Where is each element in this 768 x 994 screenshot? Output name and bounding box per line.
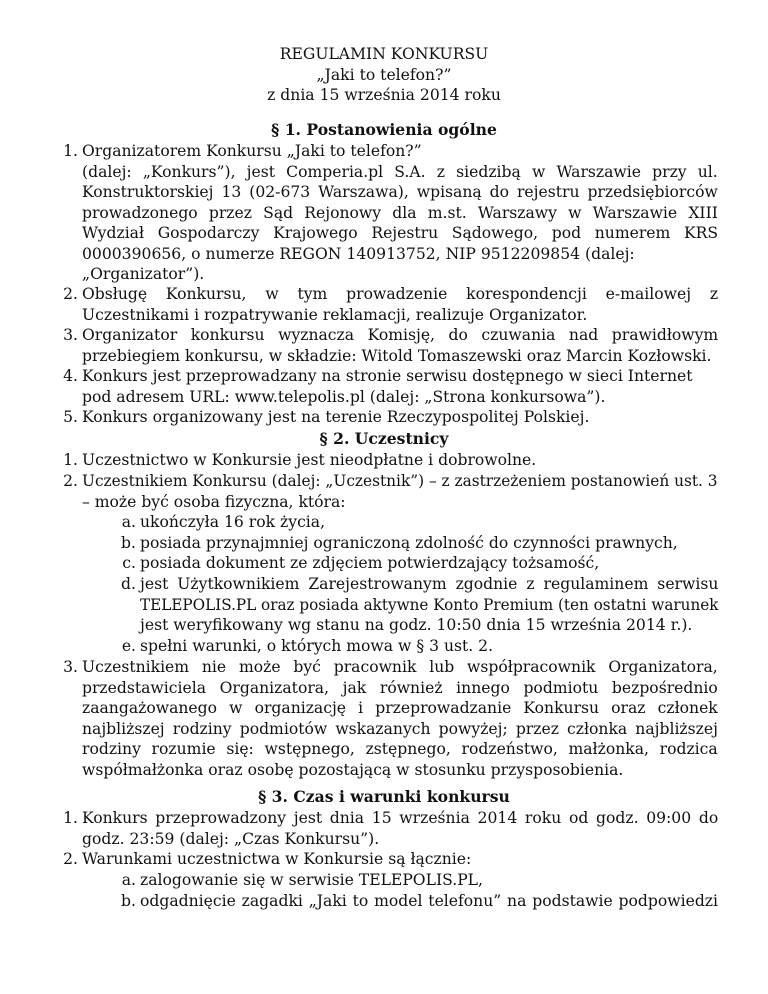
- s1-item-3: [63, 325, 719, 366]
- s3-subitem-b: [121, 891, 719, 912]
- text-line: Konkurs przeprowadzony jest dnia 15 września 2014 roku od godz. 09:00 do: [82, 809, 719, 827]
- s1-item-1: [63, 141, 719, 285]
- list-number: 2.: [63, 850, 78, 868]
- s1-item-5: [63, 407, 718, 428]
- text-line: pod adresem URL: www.telepolis.pl (dalej: „Strona konkursowa”).: [82, 387, 606, 406]
- section-3-heading: § 3. Czas i warunki konkursu: [258, 787, 510, 806]
- text-line: Obsługę Konkursu, w tym prowadzenie korespondencji e-mailowej z: [82, 285, 719, 303]
- text-line: posiada dokument ze zdjęciem potwierdzający tożsamość,: [140, 554, 600, 572]
- document-title: [0, 44, 768, 106]
- s2-subitem-a: [121, 512, 718, 533]
- text-line: posiada przynajmniej ograniczoną zdolność do czynności prawnych,: [140, 534, 678, 552]
- section-1-heading: § 1. Postanowienia ogólne: [271, 120, 497, 139]
- title-line-3: z dnia 15 września 2014 roku: [267, 86, 501, 104]
- list-number: 5.: [63, 408, 78, 426]
- list-number: 4.: [63, 367, 78, 385]
- text-line: Konkurs jest przeprowadzany na stronie serwisu dostępnego w sieci Internet: [82, 367, 693, 385]
- list-letter: a.: [121, 513, 136, 531]
- text-line: Uczestnikiem Konkursu (dalej: „Uczestnik”) – z zastrzeżeniem postanowień ust. 3: [82, 472, 718, 490]
- text-line: jest Użytkownikiem Zarejestrowanym zgodnie z regulaminem serwisu: [140, 575, 719, 593]
- text-line: Warunkami uczestnictwa w Konkursie są łącznie:: [82, 850, 472, 868]
- text-line: Wydział Gospodarczy Krajowego Rejestru Sądowego, pod numerem KRS: [82, 224, 719, 242]
- text-line: Konstruktorskiej 13 (02-673 Warszawa), wpisaną do rejestru przedsiębiorców: [82, 183, 718, 201]
- text-line: Uczestnikami i rozpatrywanie reklamacji, realizuje Organizator.: [82, 305, 588, 324]
- text-line: (dalej: „Konkurs”), jest Comperia.pl S.A. z siedzibą w Warszawie przy ul.: [82, 162, 718, 181]
- list-number: 1.: [63, 451, 78, 469]
- text-line: „Organizator”).: [82, 265, 205, 283]
- s2-subitem-e: [121, 636, 718, 657]
- list-letter: b.: [121, 534, 136, 552]
- s1-item-4: [63, 366, 718, 407]
- list-number: 3.: [63, 326, 78, 344]
- text-line: współmałżonka oraz osobę pozostającą w stosunku przysposobienia.: [82, 760, 624, 779]
- text-line: Konkurs organizowany jest na terenie Rzeczypospolitej Polskiej.: [82, 408, 590, 426]
- s3-item-1: [63, 808, 719, 849]
- list-number: 2.: [63, 285, 78, 303]
- title-line-1: REGULAMIN KONKURSU: [279, 45, 489, 63]
- section-2-heading: § 2. Uczestnicy: [319, 429, 449, 448]
- list-letter: d.: [121, 575, 136, 593]
- list-number: 2.: [63, 472, 78, 490]
- title-line-2: „Jaki to telefon?”: [316, 65, 452, 84]
- text-line: TELEPOLIS.PL oraz posiada aktywne Konto Premium (ten ostatni warunek: [140, 595, 719, 614]
- list-letter: e.: [121, 637, 136, 655]
- text-line: spełni warunki, o których mowa w § 3 ust. 2.: [140, 637, 494, 655]
- text-line: 0000390656, o numerze REGON 140913752, NIP 9512209854 (dalej:: [82, 244, 635, 263]
- s2-item-3: [63, 657, 718, 780]
- text-line: Uczestnikiem nie może być pracownik lub współpracownik Organizatora,: [82, 658, 718, 676]
- text-line: rodziny rozumie się: wstępnego, zstępnego, rodzeństwo, małżonka, rodzica: [82, 740, 718, 758]
- s3-item-2: [63, 849, 718, 870]
- text-line: przedstawiciela Organizatora, jak również innego podmiotu bezpośrednio: [82, 678, 718, 697]
- text-line: godz. 23:59 (dalej: „Czas Konkursu”).: [82, 829, 380, 848]
- list-number: 1.: [63, 809, 78, 827]
- s2-subitem-b: [121, 533, 718, 554]
- text-line: – może być osoba fizyczna, która:: [82, 492, 346, 511]
- list-letter: b.: [121, 892, 136, 910]
- text-line: Organizator konkursu wyznacza Komisję, do czuwania nad prawidłowym: [82, 326, 719, 344]
- text-line: ukończyła 16 rok życia,: [140, 513, 326, 531]
- list-letter: c.: [122, 554, 136, 572]
- list-number: 3.: [63, 658, 78, 676]
- text-line: najbliższej rodziny podmiotów wskazanych powyżej; przez członka najbliższej: [82, 719, 718, 738]
- text-line: przebiegiem konkursu, w składzie: Witold Tomaszewski oraz Marcin Kozłowski.: [82, 346, 712, 365]
- text-line: Organizatorem Konkursu „Jaki to telefon?”: [82, 142, 422, 160]
- text-line: odgadnięcie zagadki „Jaki to model telefonu” na podstawie podpowiedzi: [140, 892, 719, 910]
- text-line: zaangażowanego w organizację i przeprowadzanie Konkursu oraz członek: [82, 699, 718, 717]
- s1-item-2: [63, 284, 719, 325]
- s2-item-2: [63, 471, 718, 512]
- s2-subitem-d: [121, 574, 719, 636]
- s2-subitem-c: [122, 553, 718, 574]
- text-line: Uczestnictwo w Konkursie jest nieodpłatne i dobrowolne.: [82, 451, 537, 469]
- list-number: 1.: [63, 142, 78, 160]
- text-line: zalogowanie się w serwisie TELEPOLIS.PL,: [140, 871, 483, 889]
- text-line: prowadzonego przez Sąd Rejonowy dla m.st. Warszawy w Warszawie XIII: [82, 203, 718, 222]
- s2-item-1: [63, 450, 718, 471]
- text-line: jest weryfikowany wg stanu na godz. 10:50 dnia 15 września 2014 r.).: [140, 616, 693, 634]
- s3-subitem-a: [121, 870, 718, 891]
- list-letter: a.: [121, 871, 136, 889]
